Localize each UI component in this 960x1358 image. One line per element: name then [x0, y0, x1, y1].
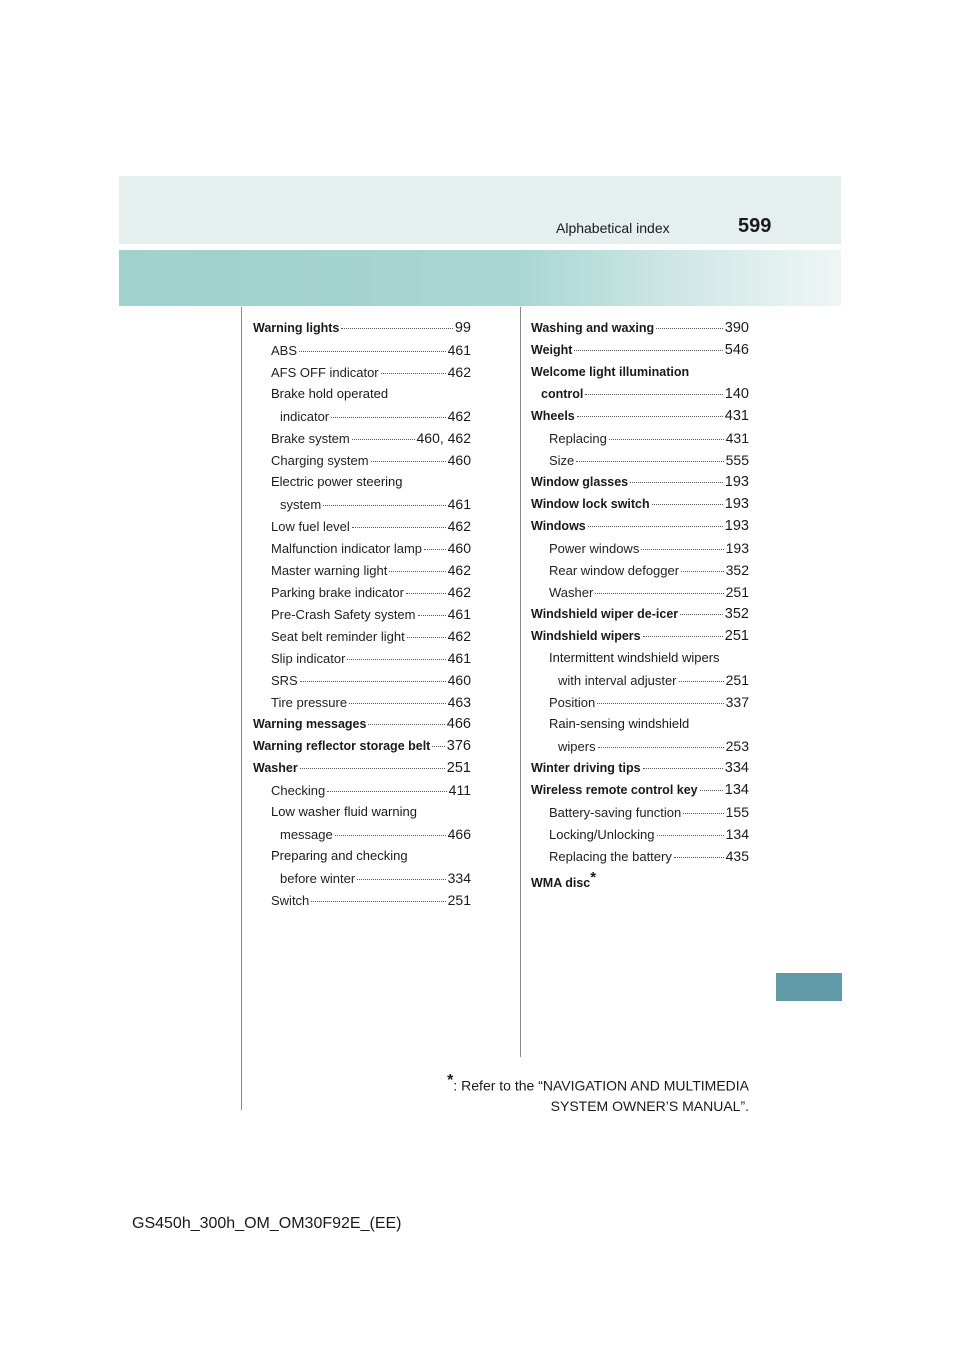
- index-page-ref: 462: [447, 408, 471, 424]
- index-term: Washing and waxing: [531, 321, 655, 335]
- dot-leader: [368, 724, 444, 725]
- index-page-ref: 555: [725, 452, 749, 468]
- index-entry: [531, 559, 749, 581]
- index-column-right: [531, 317, 749, 889]
- index-page-ref: 461: [447, 496, 471, 512]
- index-term: Slip indicator: [271, 651, 346, 666]
- dot-leader: [347, 659, 445, 660]
- dot-leader: [652, 504, 723, 505]
- index-entry: [531, 383, 749, 405]
- index-entry: [531, 515, 749, 537]
- dot-leader: [424, 549, 446, 550]
- index-page-ref: 251: [724, 628, 749, 644]
- index-entry: [531, 735, 749, 757]
- index-page-ref: 462: [447, 562, 471, 578]
- index-page-ref: 462: [447, 364, 471, 380]
- index-page-ref: 460: [447, 540, 471, 556]
- index-entry: [531, 339, 749, 361]
- dot-leader: [300, 768, 445, 769]
- index-page-ref: 352: [724, 606, 749, 622]
- index-entry: [531, 779, 749, 801]
- index-term: Weight: [531, 343, 573, 357]
- dot-leader: [680, 614, 723, 615]
- dot-leader: [681, 571, 724, 572]
- index-entry: [253, 691, 471, 713]
- index-entry: [531, 867, 749, 889]
- dot-leader: [311, 901, 445, 902]
- header-band: [119, 176, 841, 244]
- index-entry: [253, 801, 471, 823]
- index-page-ref: 193: [724, 496, 749, 512]
- index-page-ref: 463: [447, 694, 471, 710]
- dot-leader: [327, 791, 446, 792]
- index-entry: [253, 493, 471, 515]
- index-term: Replacing: [549, 431, 607, 446]
- dot-leader: [371, 461, 446, 462]
- dot-leader: [683, 813, 723, 814]
- index-entry: [531, 647, 749, 669]
- index-term: Low fuel level: [271, 519, 350, 534]
- index-term: Rain-sensing windshield: [549, 716, 690, 731]
- index-term: Pre-Crash Safety system: [271, 607, 416, 622]
- section-title: Alphabetical index: [556, 220, 670, 236]
- dot-leader: [598, 747, 724, 748]
- index-entry: [531, 713, 749, 735]
- index-term: Parking brake indicator: [271, 585, 404, 600]
- index-entry: [531, 471, 749, 493]
- index-page-ref: 431: [724, 408, 749, 424]
- index-page-ref: 193: [724, 474, 749, 490]
- index-entry: [253, 735, 471, 757]
- dot-leader: [700, 790, 723, 791]
- index-entry: [253, 405, 471, 427]
- index-page-ref: 193: [724, 518, 749, 534]
- index-term: Window glasses: [531, 475, 629, 489]
- index-term: Master warning light: [271, 563, 388, 578]
- index-term: Charging system: [271, 453, 369, 468]
- dot-leader: [352, 527, 446, 528]
- index-page-ref: 461: [447, 606, 471, 622]
- index-entry: [253, 383, 471, 405]
- index-entry: [531, 625, 749, 647]
- dot-leader: [588, 526, 723, 527]
- footnote-line-1: : Refer to the “NAVIGATION AND MULTIMEDIA: [453, 1077, 749, 1094]
- index-term: WMA disc: [531, 876, 591, 891]
- footnote-reference-marker: *: [590, 869, 597, 886]
- index-term: Battery-saving function: [549, 805, 682, 820]
- dot-leader: [641, 549, 723, 550]
- index-page-ref: 431: [725, 430, 749, 446]
- index-term: Replacing the battery: [549, 849, 672, 864]
- index-term: Rear window defogger: [549, 563, 680, 578]
- index-page-ref: 460: [447, 452, 471, 468]
- index-page-ref: 461: [447, 342, 471, 358]
- dot-leader: [331, 417, 446, 418]
- index-entry: [531, 581, 749, 603]
- dot-leader: [381, 373, 446, 374]
- index-term: Winter driving tips: [531, 761, 641, 775]
- index-page-ref: 134: [725, 826, 749, 842]
- index-entry: [531, 691, 749, 713]
- index-entry: [253, 471, 471, 493]
- index-page-ref: 466: [446, 716, 471, 732]
- index-page-ref: 462: [447, 518, 471, 534]
- index-term: Malfunction indicator lamp: [271, 541, 423, 556]
- index-term: Warning lights: [253, 321, 340, 335]
- dot-leader: [674, 857, 724, 858]
- index-page-ref: 390: [724, 320, 749, 336]
- index-term: wipers: [558, 739, 596, 754]
- dot-leader: [656, 328, 723, 329]
- index-term: Wireless remote control key: [531, 783, 698, 797]
- dot-leader: [299, 351, 446, 352]
- index-term: Locking/Unlocking: [549, 827, 655, 842]
- index-page-ref: 352: [725, 562, 749, 578]
- index-page-ref: 411: [448, 782, 471, 798]
- index-entry: [253, 889, 471, 911]
- index-entry: [253, 427, 471, 449]
- index-entry: [531, 317, 749, 339]
- index-entry: [253, 361, 471, 383]
- dot-leader: [609, 439, 724, 440]
- index-page-ref: 546: [724, 342, 749, 358]
- dot-leader: [432, 746, 444, 747]
- index-term: Low washer fluid warning: [271, 804, 417, 819]
- left-margin-rule: [241, 307, 242, 1110]
- index-entry: [531, 669, 749, 691]
- index-page-ref: 334: [724, 760, 749, 776]
- index-term: ABS: [271, 343, 298, 358]
- index-term: Washer: [253, 761, 298, 775]
- teal-band: [119, 250, 841, 306]
- index-page-ref: 337: [725, 694, 749, 710]
- index-term: Intermittent windshield wipers: [549, 650, 720, 665]
- index-page-ref: 99: [454, 320, 471, 336]
- index-entry: [253, 603, 471, 625]
- index-page-ref: 462: [447, 628, 471, 644]
- index-entry: [253, 823, 471, 845]
- section-tab: [776, 973, 842, 1001]
- index-page-ref: 140: [724, 386, 749, 402]
- dot-leader: [574, 350, 722, 351]
- dot-leader: [577, 416, 723, 417]
- index-entry: [253, 757, 471, 779]
- index-term: Warning reflector storage belt: [253, 739, 431, 753]
- dot-leader: [341, 328, 453, 329]
- index-term: Preparing and checking: [271, 848, 408, 863]
- index-term: Size: [549, 453, 575, 468]
- index-entry: [253, 867, 471, 889]
- index-entry: [253, 339, 471, 361]
- dot-leader: [407, 637, 446, 638]
- dot-leader: [643, 636, 723, 637]
- index-entry: [253, 669, 471, 691]
- dot-leader: [352, 439, 415, 440]
- index-term: Window lock switch: [531, 497, 650, 511]
- index-page-ref: 155: [725, 804, 749, 820]
- dot-leader: [585, 394, 722, 395]
- dot-leader: [349, 703, 446, 704]
- index-entry: [253, 647, 471, 669]
- index-entry: [531, 801, 749, 823]
- index-page-ref: 193: [725, 540, 749, 556]
- dot-leader: [389, 571, 445, 572]
- index-page-ref: 253: [725, 738, 749, 754]
- index-page-ref: 462: [447, 584, 471, 600]
- index-term: Brake hold operated: [271, 386, 389, 401]
- index-term: Switch: [271, 893, 310, 908]
- index-entry: [253, 515, 471, 537]
- dot-leader: [335, 835, 446, 836]
- footnote-marker: *: [447, 1072, 454, 1089]
- index-term: indicator: [280, 409, 330, 424]
- index-entry: [531, 603, 749, 625]
- dot-leader: [643, 768, 723, 769]
- index-page-ref: 466: [447, 826, 471, 842]
- index-entry: [253, 713, 471, 735]
- column-divider-rule: [520, 307, 521, 1057]
- footnote-line-2: SYSTEM OWNER’S MANUAL”.: [550, 1097, 749, 1114]
- document-code: GS450h_300h_OM_OM30F92E_(EE): [132, 1215, 402, 1232]
- index-page-ref: 251: [447, 892, 471, 908]
- index-page-ref: 334: [447, 870, 471, 886]
- dot-leader: [679, 681, 724, 682]
- dot-leader: [418, 615, 446, 616]
- index-page-ref: 134: [724, 782, 749, 798]
- index-term: Brake system: [271, 431, 350, 446]
- dot-leader: [595, 593, 723, 594]
- index-entry: [531, 449, 749, 471]
- index-entry: [531, 537, 749, 559]
- dot-leader: [576, 461, 723, 462]
- index-entry: [253, 449, 471, 471]
- dot-leader: [630, 482, 723, 483]
- index-entry: [253, 625, 471, 647]
- index-entry: [531, 427, 749, 449]
- index-term: message: [280, 827, 333, 842]
- index-term: SRS: [271, 673, 298, 688]
- index-page-ref: 461: [447, 650, 471, 666]
- dot-leader: [657, 835, 724, 836]
- index-entry: [531, 405, 749, 427]
- dot-leader: [323, 505, 445, 506]
- index-term: Tire pressure: [271, 695, 348, 710]
- index-term: Checking: [271, 783, 326, 798]
- index-term: system: [280, 497, 322, 512]
- index-term: Welcome light illumination: [531, 365, 690, 379]
- index-entry: [253, 559, 471, 581]
- index-entry: [531, 845, 749, 867]
- index-term: Warning messages: [253, 717, 367, 731]
- dot-leader: [406, 593, 446, 594]
- page-number: 599: [738, 215, 772, 237]
- index-entry: [253, 581, 471, 603]
- index-page-ref: 251: [725, 584, 749, 600]
- index-term: Windows: [531, 519, 586, 533]
- index-term: Windshield wipers: [531, 629, 641, 643]
- index-term: Windshield wiper de-icer: [531, 607, 679, 621]
- index-term: control: [541, 387, 584, 401]
- index-page-ref: 376: [446, 738, 471, 754]
- index-term: with interval adjuster: [558, 673, 677, 688]
- index-term: Power windows: [549, 541, 640, 556]
- dot-leader: [300, 681, 446, 682]
- index-term: Electric power steering: [271, 474, 403, 489]
- dot-leader: [597, 703, 723, 704]
- index-column-left: [253, 317, 471, 911]
- index-page-ref: 460: [447, 672, 471, 688]
- index-entry: [531, 361, 749, 383]
- footnote: [400, 1071, 749, 1116]
- index-term: before winter: [280, 871, 356, 886]
- index-term: Washer: [549, 585, 594, 600]
- index-entry: [531, 823, 749, 845]
- index-term: Seat belt reminder light: [271, 629, 405, 644]
- index-page-ref: 460, 462: [416, 430, 471, 446]
- index-page-ref: 251: [446, 760, 471, 776]
- index-entry: [253, 779, 471, 801]
- index-term: Position: [549, 695, 596, 710]
- index-entry: [531, 757, 749, 779]
- index-entry: [531, 493, 749, 515]
- dot-leader: [357, 879, 445, 880]
- index-term: AFS OFF indicator: [271, 365, 379, 380]
- index-entry: [253, 317, 471, 339]
- index-entry: [253, 845, 471, 867]
- index-term: Wheels: [531, 409, 575, 423]
- index-page-ref: 251: [725, 672, 749, 688]
- index-entry: [253, 537, 471, 559]
- index-page-ref: 435: [725, 848, 749, 864]
